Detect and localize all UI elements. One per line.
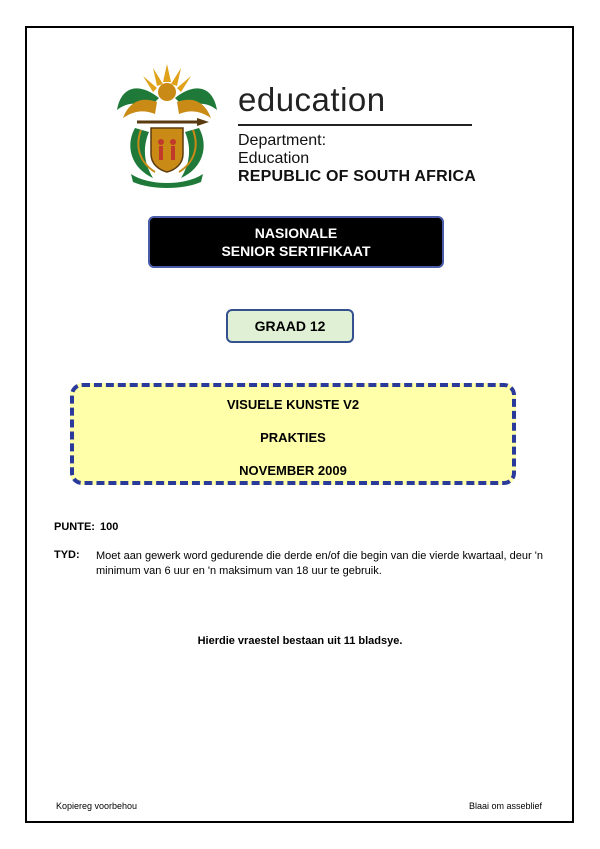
certificate-line-2: SENIOR SERTIFIKAAT xyxy=(221,243,371,259)
subject-title: VISUELE KUNSTE V2 xyxy=(226,397,360,412)
brand-divider xyxy=(238,124,472,126)
certificate-line-1: NASIONALE xyxy=(254,225,338,241)
copyright-notice: Kopiereg voorbehou xyxy=(56,801,138,811)
time-instructions: Moet aan gewerk word gedurende die derde en/of die begin van die vierde kwartaal, deur 'n minimum van 6 uur en 'n maksimum van 18 uur te gebruik. xyxy=(96,550,543,577)
grade-badge xyxy=(226,309,354,343)
grade-label: GRAAD 12 xyxy=(254,318,326,334)
time-label: TYD: xyxy=(54,549,80,561)
marks-label: PUNTE: xyxy=(54,521,95,533)
brand-wordmark: education xyxy=(238,81,386,118)
coat-of-arms-icon xyxy=(113,62,221,188)
department-name: Education xyxy=(238,150,310,167)
certificate-banner xyxy=(148,216,444,268)
exam-date: NOVEMBER 2009 xyxy=(239,463,347,478)
country-name: REPUBLIC OF SOUTH AFRICA xyxy=(238,168,476,185)
turn-page-notice: Blaai om asseblief xyxy=(468,801,542,811)
page-count-note: Hierdie vraestel bestaan uit 11 bladsye. xyxy=(197,635,403,647)
paper-type: PRAKTIES xyxy=(260,430,326,445)
subject-panel xyxy=(70,383,516,485)
department-label: Department: xyxy=(238,132,327,149)
marks-value: 100 xyxy=(100,521,119,533)
